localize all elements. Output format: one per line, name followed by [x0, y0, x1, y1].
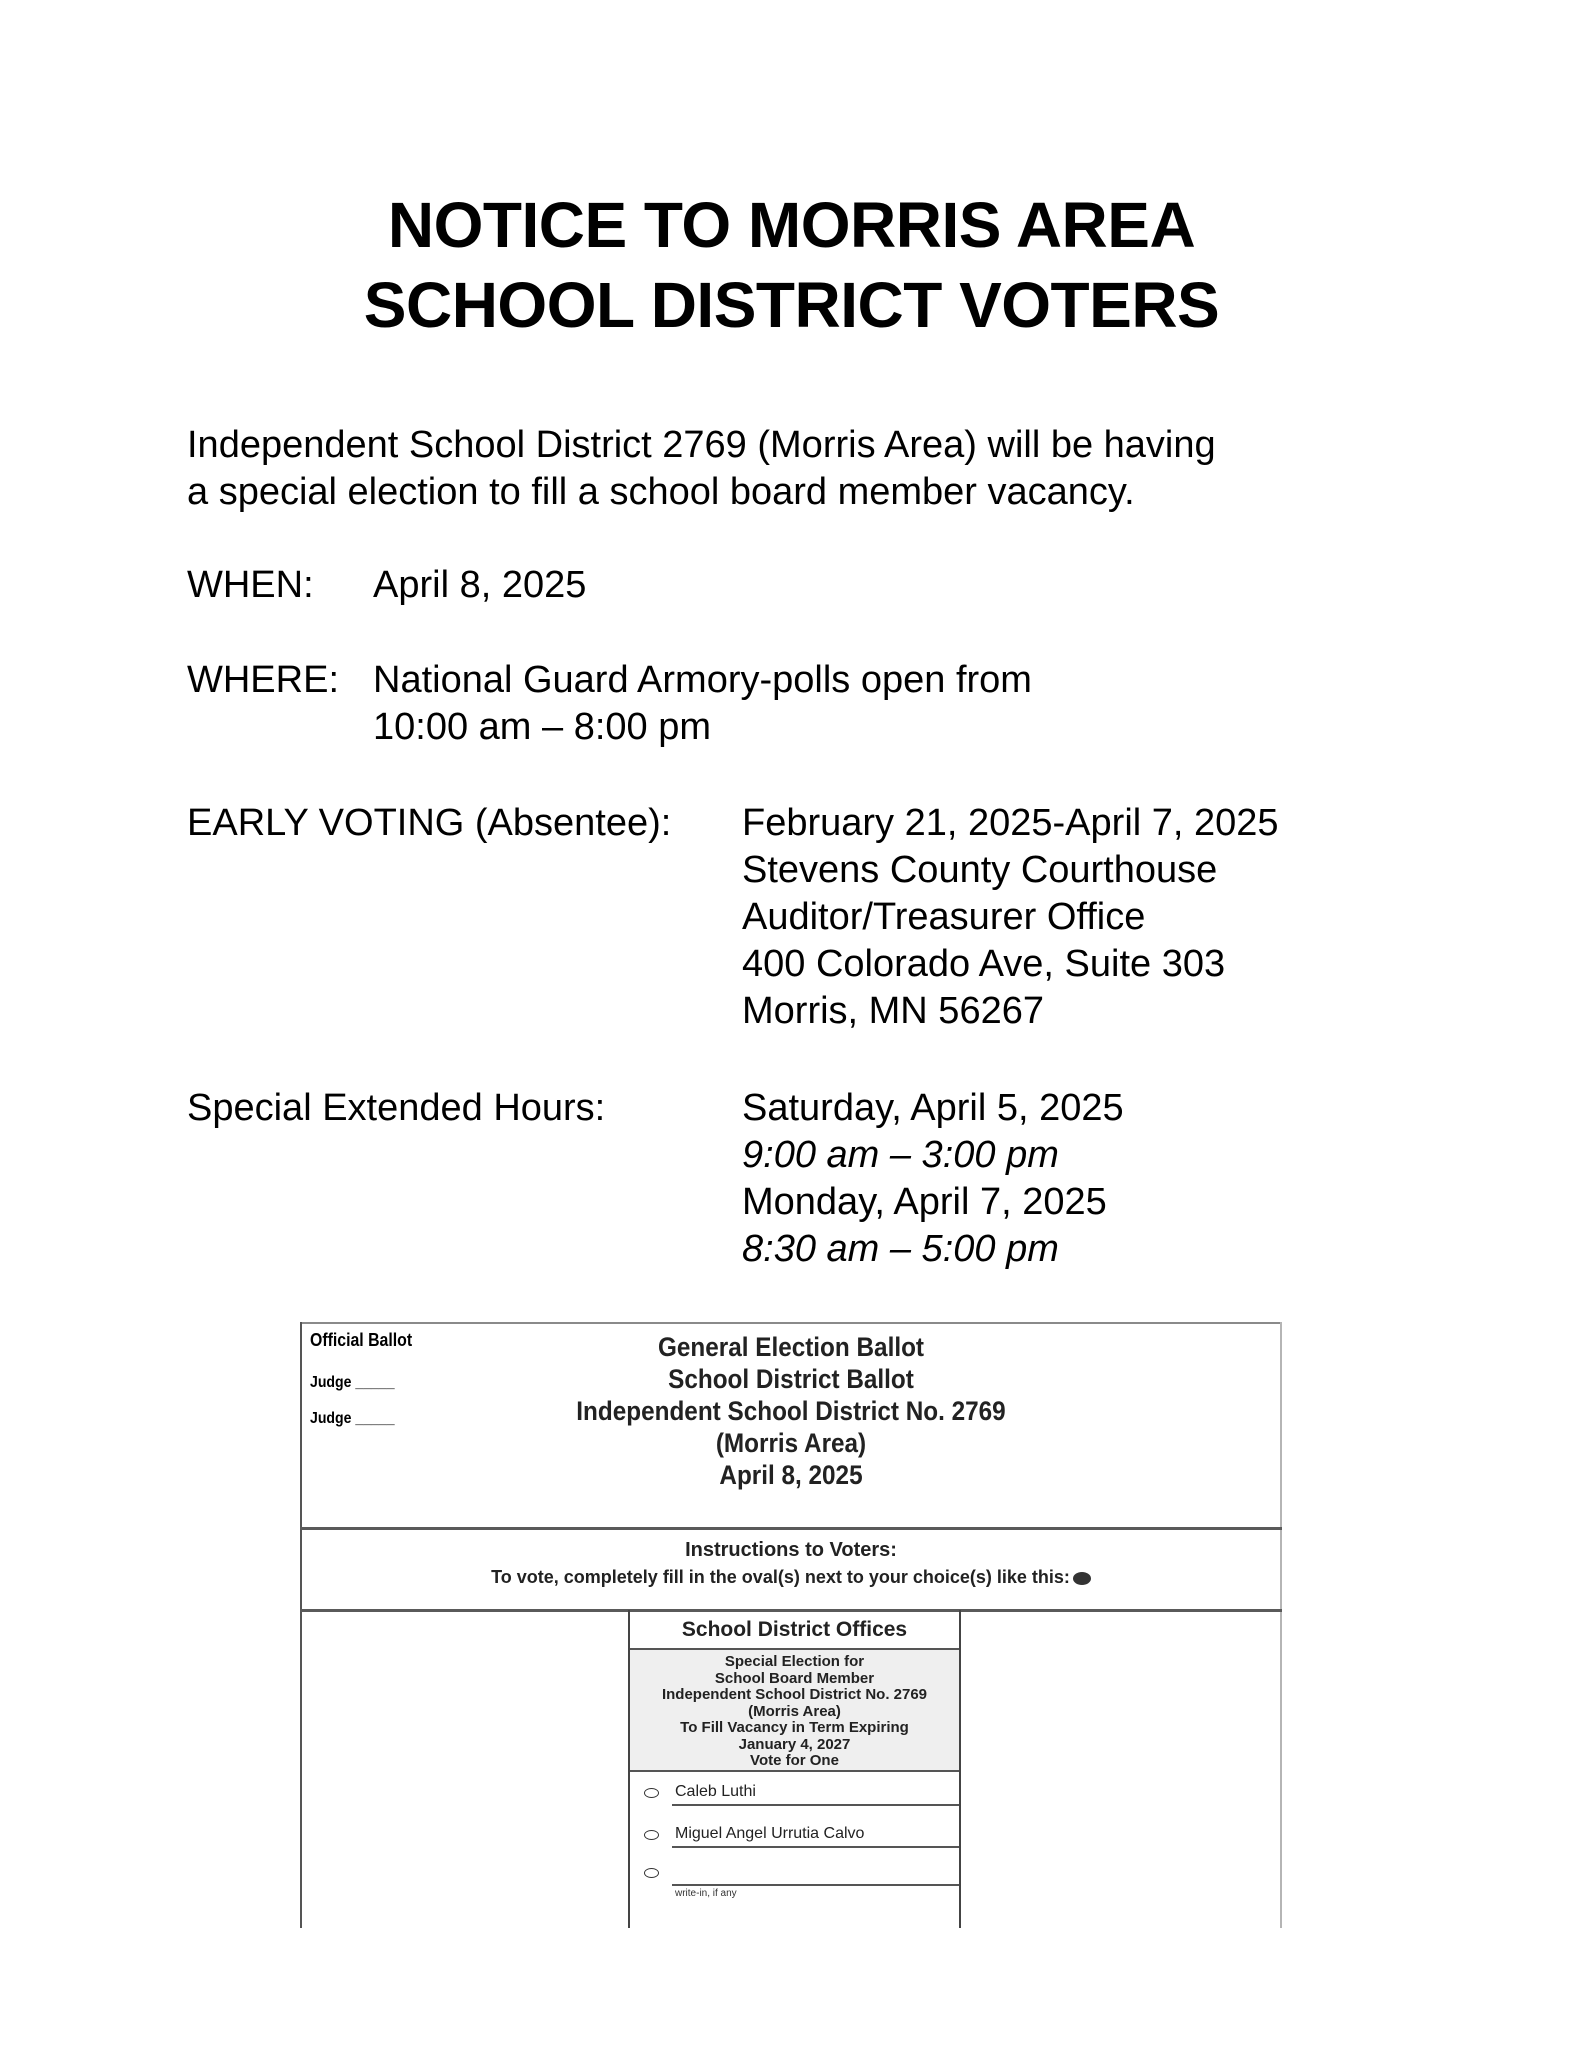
- ballot-heading-2: School District Ballot: [668, 1364, 914, 1394]
- extended-time-2: 8:30 am – 5:00 pm: [742, 1228, 1059, 1270]
- section-title: School District Offices: [630, 1610, 959, 1650]
- contest-line: (Morris Area): [748, 1702, 841, 1720]
- contest-line: To Fill Vacancy in Term Expiring: [680, 1719, 909, 1736]
- candidate-name: Caleb Luthi: [672, 1778, 959, 1806]
- early-voting-office: Auditor/Treasurer Office: [742, 896, 1146, 938]
- extended-day-2: Monday, April 7, 2025: [742, 1181, 1107, 1223]
- contest-line: January 4, 2027: [738, 1735, 851, 1753]
- write-in-label: write-in, if any: [675, 1888, 737, 1899]
- intro-line-2: a special election to fill a school board member vacancy.: [187, 471, 1135, 513]
- instructions-line: [300, 1567, 1282, 1588]
- ballot-heading-4: (Morris Area): [715, 1428, 867, 1458]
- ballot-heading-1: General Election Ballot: [657, 1332, 925, 1362]
- candidate-row: [630, 1820, 959, 1850]
- extended-time-1: 9:00 am – 3:00 pm: [742, 1134, 1059, 1176]
- empty-oval-icon: [644, 1830, 659, 1840]
- candidate-row: [630, 1778, 959, 1808]
- ballot-heading-3: Independent School District No. 2769: [576, 1396, 1006, 1426]
- contest-line: Vote for One: [750, 1752, 839, 1769]
- school-district-offices-column: [628, 1610, 961, 1928]
- instructions-title: Instructions to Voters:: [685, 1539, 897, 1561]
- extended-day-1: Saturday, April 5, 2025: [742, 1087, 1124, 1129]
- early-voting-city: Morris, MN 56267: [742, 990, 1044, 1032]
- early-voting-address: 400 Colorado Ave, Suite 303: [742, 943, 1226, 985]
- ballot-right-border: [1280, 1322, 1282, 1928]
- instructions-text: To vote, completely fill in the oval(s) next to your choice(s) like this:: [491, 1567, 1070, 1587]
- empty-oval-icon: [644, 1868, 659, 1878]
- official-ballot-label: Official Ballot: [310, 1330, 413, 1350]
- early-voting-dates: February 21, 2025-April 7, 2025: [742, 802, 1279, 844]
- judge-initials-1: Judge _____: [310, 1374, 395, 1391]
- when-label: WHEN:: [187, 564, 314, 606]
- ballot-divider: [300, 1527, 1282, 1530]
- ballot-left-border: [300, 1322, 302, 1928]
- where-label: WHERE:: [187, 659, 339, 701]
- where-line-2: 10:00 am – 8:00 pm: [373, 706, 711, 748]
- early-voting-location: Stevens County Courthouse: [742, 849, 1218, 891]
- notice-title-line1: NOTICE TO MORRIS AREA: [387, 189, 1196, 261]
- write-in-row: [630, 1858, 959, 1888]
- contest-line: Special Election for: [724, 1653, 865, 1670]
- write-in-line: [672, 1858, 959, 1886]
- judge-initials-2: Judge _____: [310, 1410, 395, 1427]
- filled-oval-icon: [1073, 1572, 1091, 1585]
- ballot-heading-5: April 8, 2025: [719, 1460, 863, 1490]
- contest-line: School Board Member: [714, 1669, 875, 1687]
- ballot-top-border: [300, 1322, 1282, 1324]
- where-line-1: National Guard Armory-polls open from: [373, 659, 1032, 701]
- when-value: April 8, 2025: [373, 564, 587, 606]
- intro-line-1: Independent School District 2769 (Morris Area) will be having: [187, 424, 1216, 466]
- extended-hours-label: Special Extended Hours:: [187, 1087, 606, 1129]
- contest-line: Independent School District No. 2769: [661, 1686, 928, 1703]
- empty-oval-icon: [644, 1788, 659, 1798]
- sample-ballot: [300, 1322, 1282, 1928]
- candidate-name: Miguel Angel Urrutia Calvo: [672, 1820, 959, 1848]
- notice-title-line2: SCHOOL DISTRICT VOTERS: [363, 269, 1220, 341]
- early-voting-label: EARLY VOTING (Absentee):: [187, 802, 672, 844]
- contest-description: [630, 1650, 959, 1772]
